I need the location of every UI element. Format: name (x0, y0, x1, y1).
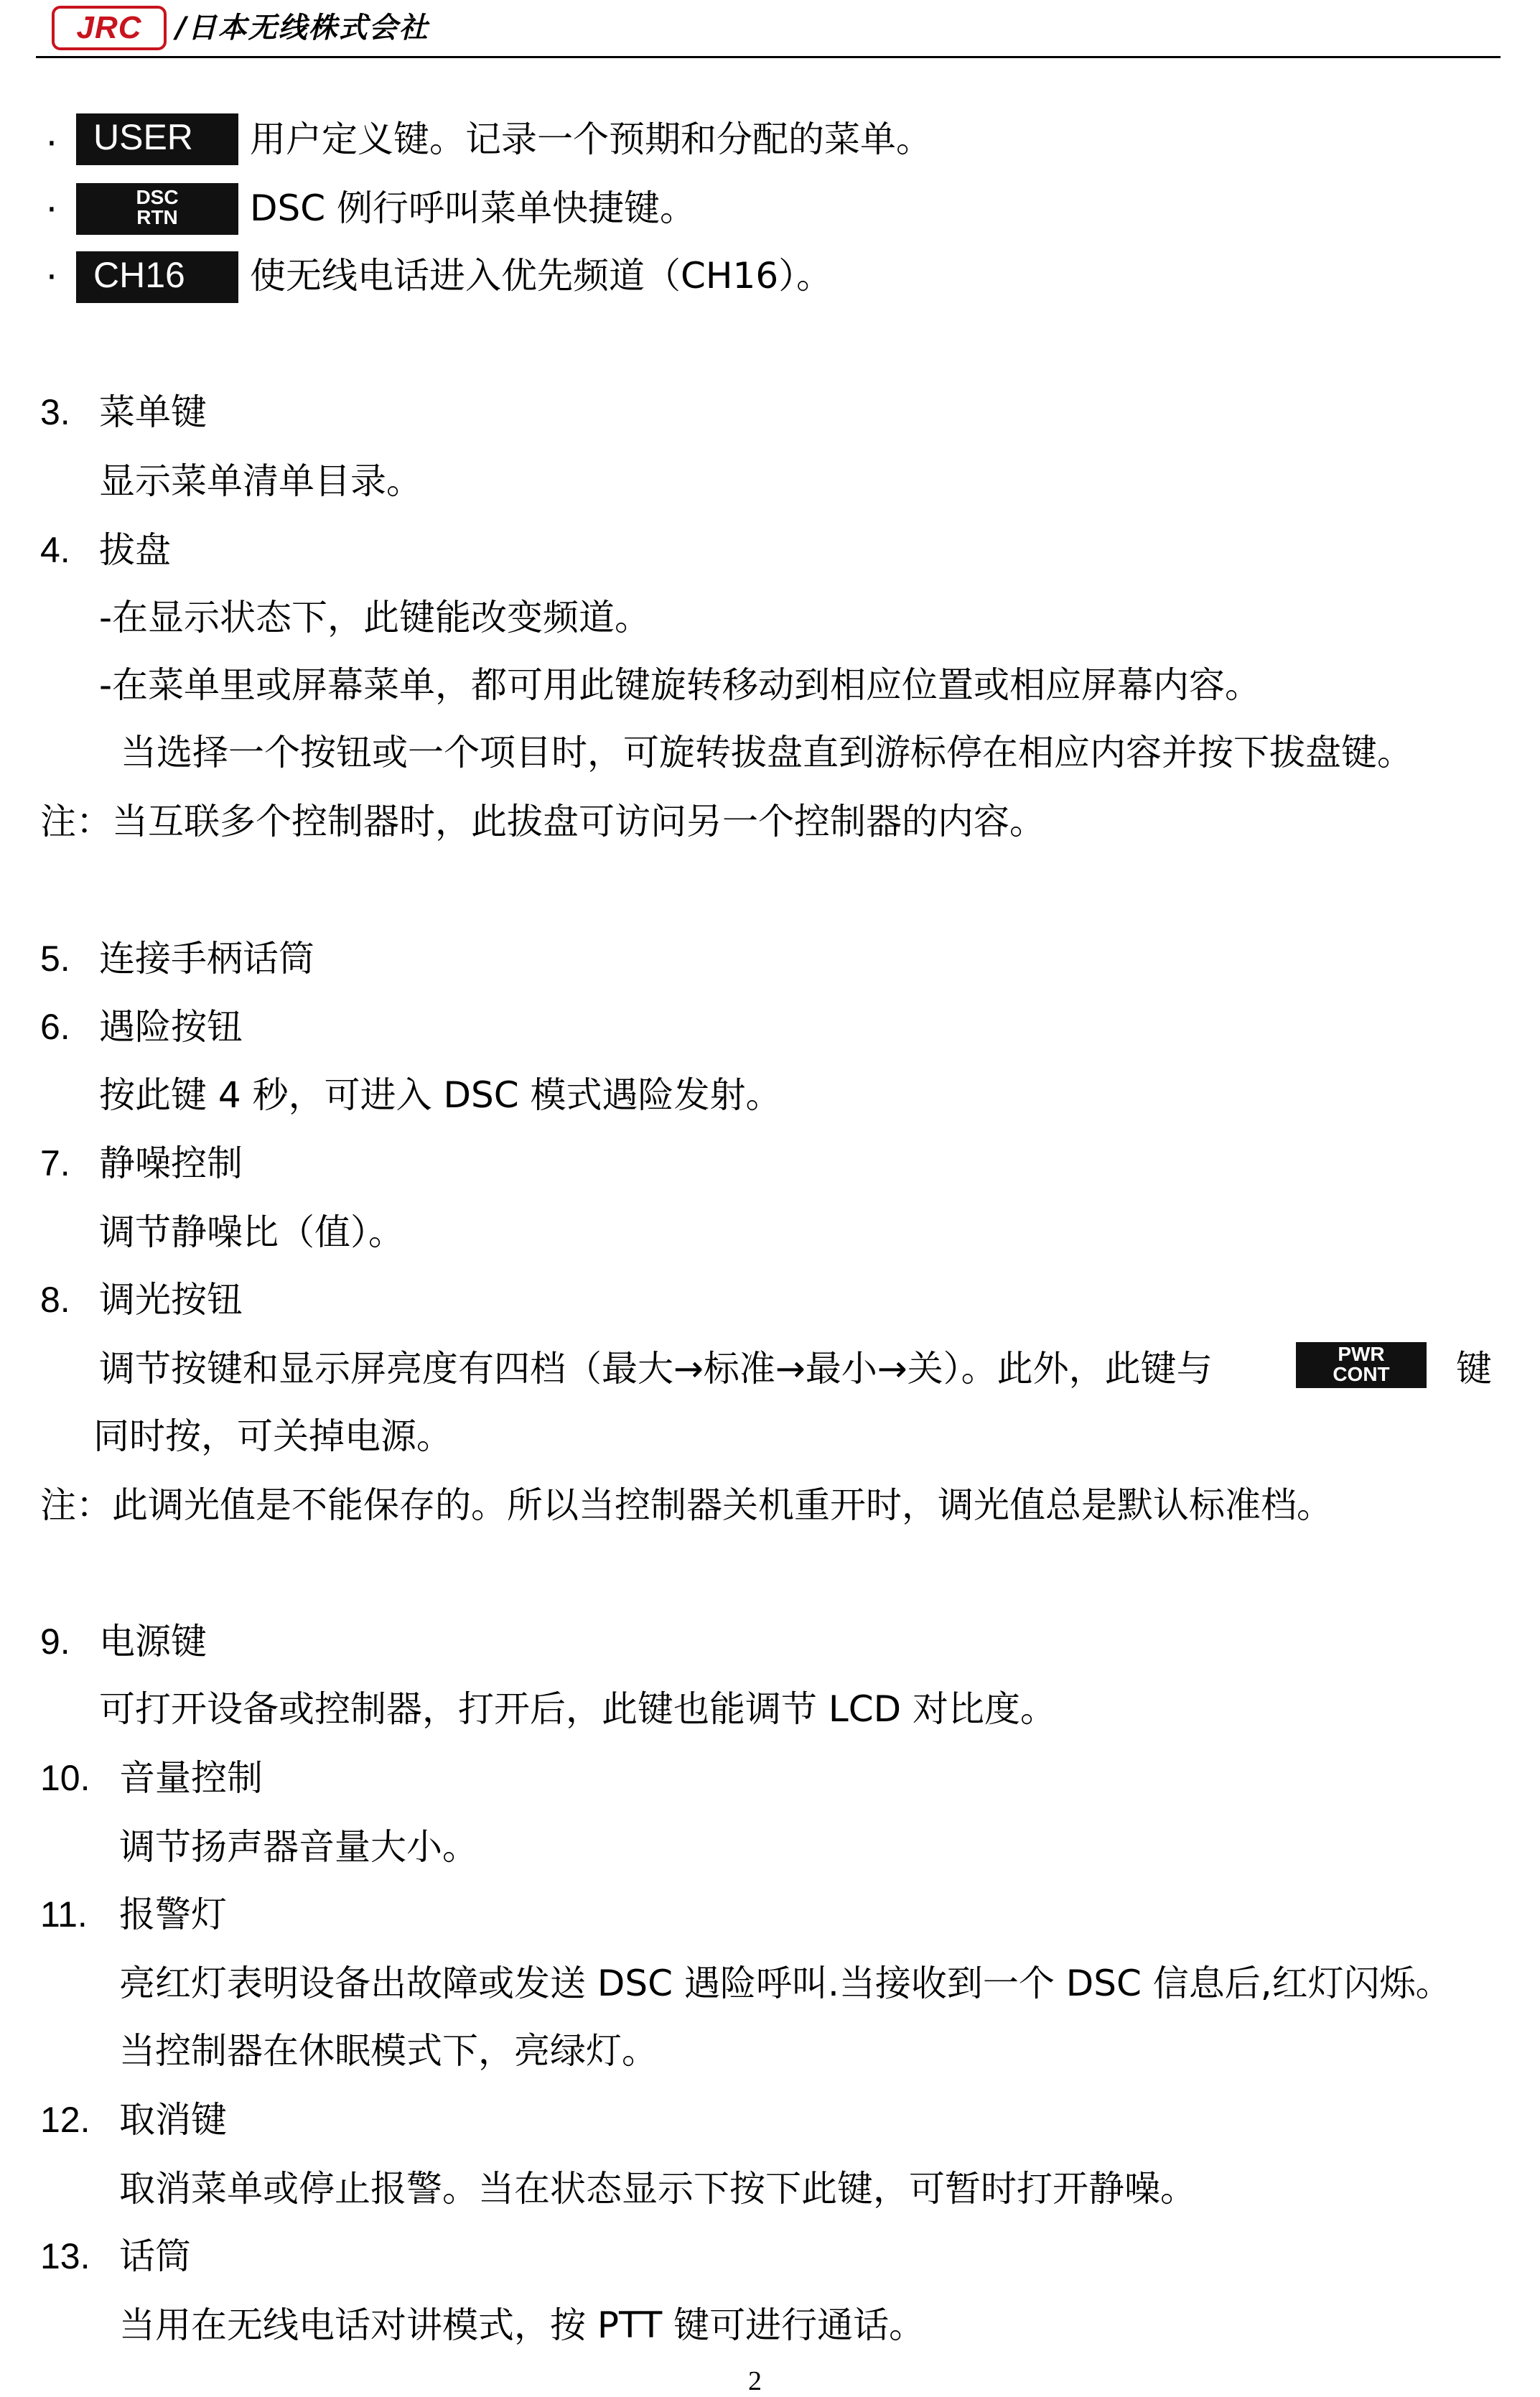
section-title: 取消键 (119, 2099, 227, 2141)
note: 注：此调光值是不能保存的。所以当控制器关机重开时，调光值总是默认标准档。 (40, 1484, 1333, 1526)
section-title: 菜单键 (99, 391, 207, 433)
section-number: 12. (40, 2100, 90, 2140)
header-divider (36, 56, 1501, 58)
section-text: -在菜单里或屏幕菜单，都可用此键旋转移动到相应位置或相应屏幕内容。 (99, 664, 1261, 706)
page-header (36, 4, 1501, 56)
section-number: 6. (40, 1007, 70, 1047)
key-description: 用户定义键。记录一个预期和分配的菜单。 (250, 118, 932, 160)
section-title: 电源键 (99, 1621, 207, 1662)
section-number: 13. (40, 2236, 90, 2276)
section-text: 当用在无线电话对讲模式，按 PTT 键可进行通话。 (119, 2304, 925, 2346)
section-text: 按此键 4 秒，可进入 DSC 模式遇险发射。 (99, 1074, 782, 1116)
section-title: 音量控制 (119, 1757, 263, 1799)
section-title: 拔盘 (99, 529, 171, 571)
bullet: · (46, 123, 57, 164)
key-description: 使无线电话进入优先频道（CH16）。 (250, 255, 833, 297)
section-text: 可打开设备或控制器，打开后，此键也能调节 LCD 对比度。 (99, 1688, 1057, 1730)
section-number: 11. (40, 1894, 88, 1935)
section-text: 当控制器在休眠模式下，亮绿灯。 (119, 2030, 658, 2072)
section-text: 调节按键和显示屏亮度有四档（最大→标准→最小→关）。此外，此键与 (99, 1348, 1213, 1390)
section-title: 连接手柄话筒 (99, 938, 314, 979)
page-number: 2 (748, 2366, 762, 2396)
section-text: -在显示状态下，此键能改变频道。 (99, 597, 651, 638)
section-text: 亮红灯表明设备出故障或发送 DSC 遇险呼叫.当接收到一个 DSC 信息后,红灯闪烁。 (119, 1963, 1452, 2004)
user-key-icon: USER (76, 113, 238, 165)
bullet: · (46, 256, 57, 298)
section-number: 9. (40, 1621, 70, 1662)
note: 注：当互联多个控制器时，此拔盘可访问另一个控制器的内容。 (40, 801, 1045, 842)
section-text: 取消菜单或停止报警。当在状态显示下按下此键，可暂时打开静噪。 (119, 2168, 1196, 2210)
company-name: /日本无线株式会社 (176, 11, 429, 45)
section-number: 3. (40, 392, 70, 432)
section-number: 10. (40, 1758, 90, 1798)
section-text: 当选择一个按钮或一个项目时，可旋转拔盘直到游标停在相应内容并按下拔盘键。 (121, 732, 1413, 773)
section-text: 调节扬声器音量大小。 (119, 1826, 478, 1868)
section-number: 8. (40, 1280, 70, 1320)
section-title: 报警灯 (119, 1894, 227, 1935)
section-text: 调节静噪比（值）。 (99, 1211, 404, 1253)
section-text: 同时按，可关掉电源。 (93, 1415, 452, 1457)
section-title: 静噪控制 (99, 1142, 243, 1184)
section-number: 7. (40, 1143, 70, 1183)
section-title: 遇险按钮 (99, 1006, 243, 1048)
key-description: DSC 例行呼叫菜单快捷键。 (250, 187, 696, 229)
section-title: 调光按钮 (99, 1279, 243, 1321)
jrc-logo: JRC (52, 6, 167, 50)
bullet: · (46, 189, 57, 231)
section-number: 4. (40, 530, 70, 570)
dsc-rtn-key-icon: DSC RTN (76, 183, 238, 235)
pwr-cont-key-icon: PWR CONT (1296, 1342, 1427, 1388)
section-text: 显示菜单清单目录。 (99, 460, 422, 502)
section-text: 键 (1456, 1348, 1492, 1390)
ch16-key-icon: CH16 (76, 251, 238, 303)
section-title: 话筒 (119, 2235, 191, 2277)
section-number: 5. (40, 939, 70, 979)
